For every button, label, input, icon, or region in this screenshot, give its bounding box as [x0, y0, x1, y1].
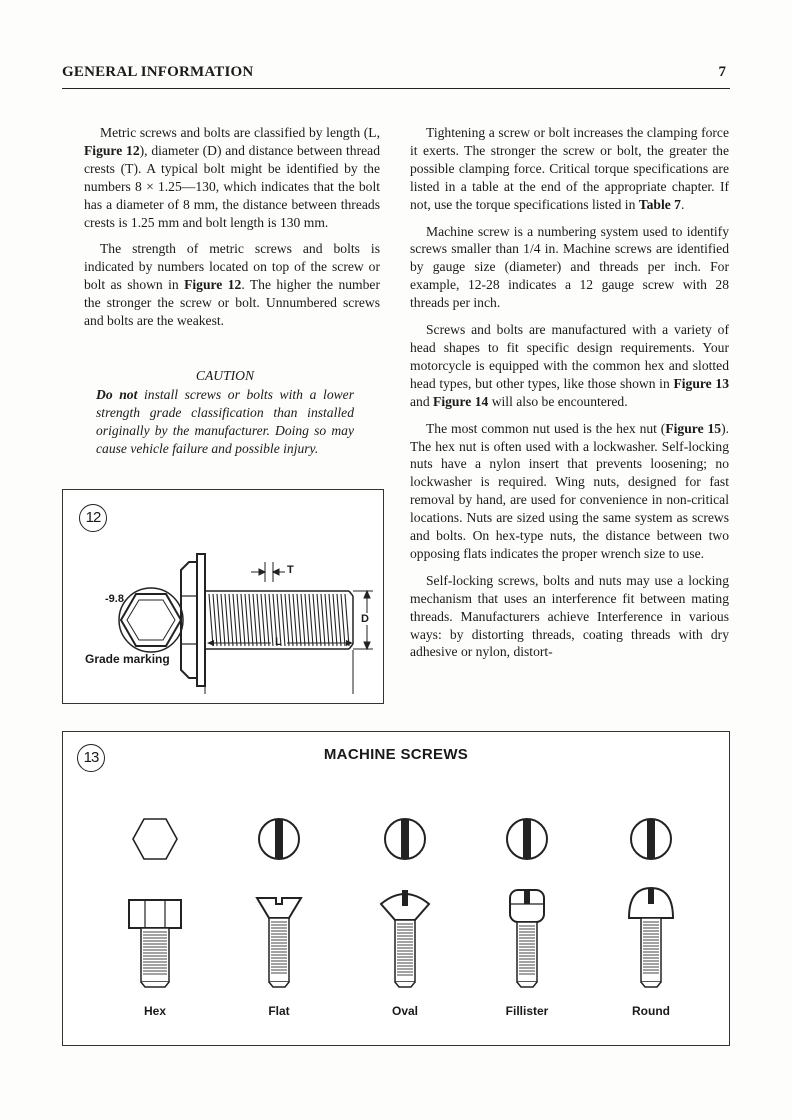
screw-label-fillister: Fillister [505, 1004, 549, 1018]
paragraph: Tightening a screw or bolt increases the clamping force it exerts. The stronger the screw or bolt, the greater the possible clamping force. Critical torque specifications are listed in a table at the end of the appropriate chapter. If not, use the torque specifications listed in Table 7. [410, 125, 729, 212]
machine-screws-diagram [63, 732, 729, 1045]
label-t: T [287, 564, 294, 576]
flat-screw-drawing [257, 819, 301, 987]
grade-marking-label: Grade marking [85, 652, 170, 666]
paragraph: Screws and bolts are manufactured with a variety of head shapes to fit specific design requirements. Your motorcycle is equipped with the common hex and slotted head types, but other types, like those shown in Figure 13 and Figure 14 will also be encountered. [410, 322, 729, 409]
figure-number-badge: 13 [77, 744, 105, 772]
screw-label-oval: Oval [391, 1004, 418, 1018]
section-title: GENERAL INFORMATION [62, 64, 254, 80]
oval-screw-drawing [381, 819, 429, 987]
label-d: D [361, 613, 369, 625]
figure-number-badge: 12 [79, 504, 107, 532]
right-column [410, 124, 729, 670]
screw-label-round: Round [632, 1004, 670, 1018]
figure-title: MACHINE SCREWS [323, 746, 469, 763]
hex-head-side-view [181, 554, 205, 686]
fillister-screw-drawing [507, 819, 547, 987]
label-l: L [275, 636, 282, 648]
screw-label-flat: Flat [268, 1004, 290, 1018]
round-screw-drawing [629, 819, 673, 987]
screw-label-hex: Hex [143, 1004, 166, 1018]
length-dimension [205, 642, 353, 694]
paragraph: Metric screws and bolts are classified by length (L, Figure 12), diameter (D) and distance between thread crests (T). A typical bolt might be identified by the numbers 8 × 1.25—130, which indicates that the bolt has a diameter of 8 mm, the distance between threads crests is 1.25 mm and bolt length is 130 mm. [84, 125, 380, 230]
hex-screw-drawing [129, 819, 181, 987]
running-header [62, 62, 730, 89]
paragraph: Self-locking screws, bolts and nuts may use a locking mechanism that uses an interference fit between mating threads. Manufacturers achieve Interference in various ways: by distorting threads, coating threads with dry adhesive or nylon, distort- [410, 572, 729, 660]
hex-head-end-view [119, 588, 183, 652]
figure-12 [62, 489, 384, 704]
left-column [84, 124, 380, 339]
paragraph: The strength of metric screws and bolts is indicated by numbers located on top of the screw or bolt as shown in Figure 12. The higher the number the stronger the screw or bolt. Unnumbered screws and bolts are the weakest. [84, 241, 380, 329]
paragraph: Machine screw is a numbering system used to identify screws smaller than 1/4 in. Machine screws are identified by gauge size (diameter) and threads per inch. For example, 12-28 indicates a 12 gauge screw with 28 threads per inch. [410, 223, 729, 311]
paragraph: The most common nut used is the hex nut (Figure 15). The hex nut is often used with a lockwasher. Self-locking nuts have a nylon insert that prevents loosening; no lockwasher is required. Wing nuts, designed for fast removal by hand, are used for convenience in non-critical locations. Nuts are sized using the same system as screws and bolts. On hex-type nuts, the distance between two opposing flats indicates the proper wrench size to use. [410, 420, 729, 561]
page-number: 7 [718, 64, 726, 80]
thread-pitch-dimension [251, 562, 285, 582]
figure-13 [62, 731, 730, 1046]
caution-body: Do not install screws or bolts with a lower strength grade classification than installed originally by the manufacturer. Doing so may cause vehicle failure and possible injury. [96, 386, 355, 456]
caution-note [96, 367, 354, 458]
grade-value: -9.8 [105, 593, 124, 605]
caution-title: CAUTION [195, 368, 255, 383]
